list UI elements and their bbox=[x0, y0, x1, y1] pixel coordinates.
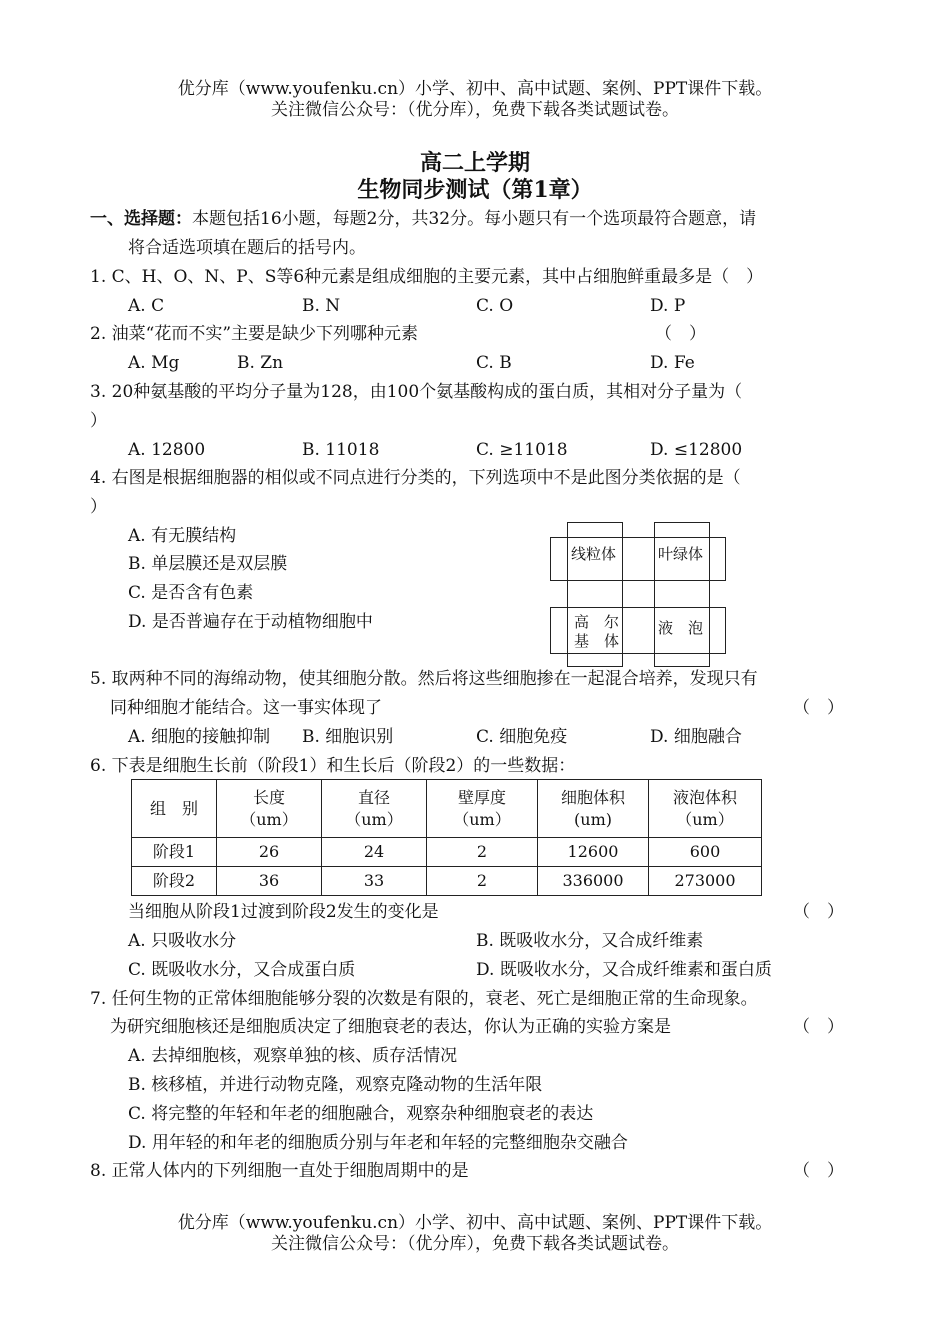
label-vacuole: 液 泡 bbox=[658, 619, 704, 637]
q6-option-c: C. 既吸收水分，又合成蛋白质 bbox=[128, 960, 356, 980]
q7-option-a: A. 去掉细胞核，观察单独的核、质存活情况 bbox=[128, 1046, 458, 1066]
q8-stem: 8. 正常人体内的下列细胞一直处于细胞周期中的是 bbox=[90, 1161, 469, 1181]
table-cell: 26 bbox=[217, 838, 322, 867]
label-golgi-1: 高 尔 bbox=[574, 613, 620, 631]
table-cell: 336000 bbox=[538, 867, 649, 896]
q4-stem: 4. 右图是根据细胞器的相似或不同点进行分类的，下列选项中不是此图分类依据的是（ bbox=[90, 468, 741, 488]
q3-close: ） bbox=[90, 411, 107, 431]
q2-stem: 2. 油菜“花而不实”主要是缺少下列哪种元素 bbox=[90, 324, 419, 344]
table-row bbox=[132, 838, 762, 867]
q2-bracket: （ ） bbox=[655, 324, 706, 344]
title-line-2: 生物同步测试（第1章） bbox=[357, 177, 593, 203]
header-line-1: 优分库（www.youfenku.cn）小学、初中、高中试题、案例、PPT课件下载。 bbox=[177, 79, 773, 99]
label-mitochondria: 线粒体 bbox=[571, 545, 617, 563]
q7-option-c: C. 将完整的年轻和年老的细胞融合，观察杂种细胞衰老的表达 bbox=[128, 1104, 594, 1124]
q2-option-b: B. Zn bbox=[237, 353, 284, 373]
header-line-2: 关注微信公众号：（优分库），免费下载各类试题试卷。 bbox=[271, 100, 679, 120]
header-diameter-unit: （um） bbox=[345, 809, 403, 829]
q8-bracket: （ ） bbox=[793, 1161, 844, 1181]
q4-option-a: A. 有无膜结构 bbox=[128, 526, 237, 546]
table-cell: 36 bbox=[217, 867, 322, 896]
q1-option-d: D. P bbox=[650, 296, 686, 316]
q7-line-1: 7. 任何生物的正常体细胞能够分裂的次数是有限的，衰老、死亡是细胞正常的生命现象。 bbox=[90, 989, 758, 1009]
q4-close: ） bbox=[90, 497, 107, 517]
q2-option-c: C. B bbox=[476, 353, 512, 373]
table-header-cell bbox=[217, 780, 322, 838]
section-text-1: 本题包括16小题，每题2分，共32分。每小题只有一个选项最符合题意，请 bbox=[192, 209, 757, 229]
header-diameter: 直径 bbox=[357, 787, 390, 807]
table-header-row bbox=[132, 780, 762, 838]
title-line-1: 高二上学期 bbox=[419, 150, 530, 176]
table-header-cell bbox=[132, 780, 217, 838]
table-cell: 阶段1 bbox=[132, 838, 217, 867]
header-group: 组 别 bbox=[149, 798, 198, 818]
q1-stem: 1. C、H、O、N、P、S等6种元素是组成细胞的主要元素，其中占细胞鲜重最多是（ ） bbox=[90, 267, 764, 287]
header-vacuole-volume: 液泡体积 bbox=[672, 787, 737, 807]
q1-option-a: A. C bbox=[128, 296, 165, 316]
q5-option-d: D. 细胞融合 bbox=[650, 727, 742, 747]
q6-option-a: A. 只吸收水分 bbox=[128, 931, 237, 951]
section-text-2: 将合适选项填在题后的括号内。 bbox=[128, 238, 366, 258]
q1-option-b: B. N bbox=[302, 296, 341, 316]
q6-bracket: （ ） bbox=[793, 902, 844, 922]
header-cell-volume-unit: (um) bbox=[574, 809, 612, 829]
table-cell: 273000 bbox=[649, 867, 762, 896]
q3-option-c: C. ≥11018 bbox=[476, 440, 568, 460]
q3-option-b: B. 11018 bbox=[302, 440, 380, 460]
table-cell: 阶段2 bbox=[132, 867, 217, 896]
label-golgi-2: 基 体 bbox=[574, 632, 620, 650]
header-cell-volume: 细胞体积 bbox=[560, 787, 625, 807]
table-header-cell bbox=[538, 780, 649, 838]
q3-option-d: D. ≤12800 bbox=[650, 440, 743, 460]
q5-line-1: 5. 取两种不同的海绵动物，使其细胞分散。然后将这些细胞掺在一起混合培养，发现只有 bbox=[90, 669, 758, 689]
footer-line-2: 关注微信公众号：（优分库），免费下载各类试题试卷。 bbox=[271, 1234, 679, 1254]
q5-bracket: （ ） bbox=[793, 698, 844, 718]
table-row bbox=[132, 867, 762, 896]
q2-option-a: A. Mg bbox=[128, 353, 180, 373]
section-intro bbox=[90, 208, 756, 230]
cell-growth-table bbox=[131, 779, 762, 896]
label-chloroplast: 叶绿体 bbox=[658, 545, 704, 563]
q3-option-a: A. 12800 bbox=[128, 440, 206, 460]
table-header-cell bbox=[427, 780, 538, 838]
q4-option-d: D. 是否普遍存在于动植物细胞中 bbox=[128, 612, 373, 632]
table-cell: 2 bbox=[427, 838, 538, 867]
q5-option-a: A. 细胞的接触抑制 bbox=[128, 727, 271, 747]
table-header-cell bbox=[322, 780, 427, 838]
table-cell: 24 bbox=[322, 838, 427, 867]
q6-stem: 6. 下表是细胞生长前（阶段1）和生长后（阶段2）的一些数据： bbox=[90, 756, 576, 776]
header-wall: 壁厚度 bbox=[457, 787, 506, 807]
table-cell: 2 bbox=[427, 867, 538, 896]
q1-option-c: C. O bbox=[476, 296, 514, 316]
q5-line-2: 同种细胞才能结合。这一事实体现了 bbox=[110, 698, 382, 718]
q4-option-b: B. 单层膜还是双层膜 bbox=[128, 554, 288, 574]
q7-option-b: B. 核移植，并进行动物克隆，观察克隆动物的生活年限 bbox=[128, 1075, 543, 1095]
q5-option-b: B. 细胞识别 bbox=[302, 727, 394, 747]
header-length: 长度 bbox=[252, 787, 285, 807]
section-label: 一、选择题： bbox=[90, 209, 192, 229]
table-header-cell bbox=[649, 780, 762, 838]
header-wall-unit: （um） bbox=[453, 809, 511, 829]
header-vacuole-volume-unit: （um） bbox=[676, 809, 734, 829]
q2-option-d: D. Fe bbox=[650, 353, 695, 373]
q3-stem: 3. 20种氨基酸的平均分子量为128，由100个氨基酸构成的蛋白质，其相对分子量为（ bbox=[90, 382, 743, 402]
q5-option-c: C. 细胞免疫 bbox=[476, 727, 568, 747]
q6-option-b: B. 既吸收水分，又合成纤维素 bbox=[476, 931, 704, 951]
diagram-right-column-box bbox=[654, 522, 710, 667]
q6-option-d: D. 既吸收水分，又合成纤维素和蛋白质 bbox=[476, 960, 772, 980]
footer-line-1: 优分库（www.youfenku.cn）小学、初中、高中试题、案例、PPT课件下载。 bbox=[177, 1213, 773, 1233]
q7-line-2: 为研究细胞核还是细胞质决定了细胞衰老的表达，你认为正确的实验方案是 bbox=[110, 1017, 671, 1037]
table-cell: 600 bbox=[649, 838, 762, 867]
header-length-unit: （um） bbox=[240, 809, 298, 829]
q4-option-c: C. 是否含有色素 bbox=[128, 583, 254, 603]
table-cell: 33 bbox=[322, 867, 427, 896]
q7-option-d: D. 用年轻的和年老的细胞质分别与年老和年轻的完整细胞杂交融合 bbox=[128, 1133, 628, 1153]
q7-bracket: （ ） bbox=[793, 1017, 844, 1037]
q6-question: 当细胞从阶段1过渡到阶段2发生的变化是 bbox=[128, 902, 439, 922]
table-cell: 12600 bbox=[538, 838, 649, 867]
